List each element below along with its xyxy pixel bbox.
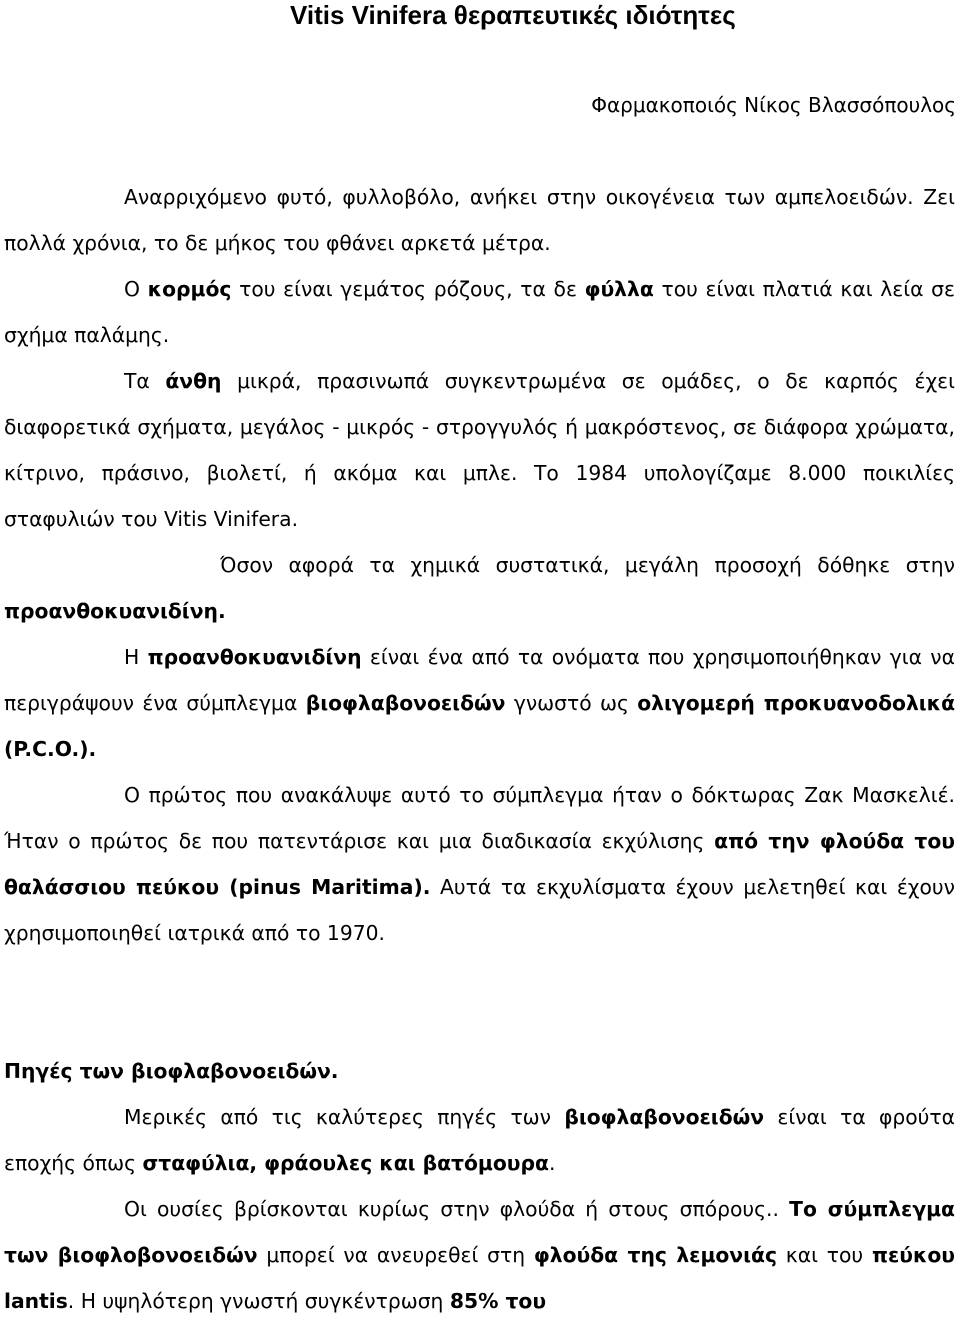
paragraph bbox=[4, 1094, 955, 1186]
text-run: είναι τα φρούτα εποχής όπως bbox=[4, 1105, 955, 1175]
bold-run: φύλλα bbox=[584, 277, 654, 301]
section-heading: Πηγές των βιοφλαβονοειδών. bbox=[4, 1059, 339, 1083]
text-run: . bbox=[548, 1151, 556, 1175]
text-run: μικρά, πρασινωπά συγκεντρωμένα σε ομάδες, ο δε καρπός έχει διαφορετικά σχήματα, μεγάλος - μικρός - στρογγυλός ή μακρόστενος, σε διάφορα χρώματα, κίτρινο, πράσινο, βιολετί, ή ακόμα και μπλε. Το 1984 υπολογίζαμε 8.000 ποικιλίες σταφυλιών του Vitis Vinifera. bbox=[4, 369, 955, 531]
bold-run: βιοφλαβονοειδών bbox=[305, 691, 506, 715]
paragraph bbox=[4, 542, 955, 634]
bold-run: κορμός bbox=[147, 277, 232, 301]
text-run: Όσον αφορά τα χημικά συστατικά, μεγάλη προσοχή δόθηκε στην bbox=[220, 553, 955, 577]
bold-run: 85% του bbox=[449, 1289, 547, 1313]
author-line: Φαρμακοποιός Νίκος Βλασσόπουλος bbox=[591, 93, 956, 117]
text-run: και του bbox=[776, 1243, 872, 1267]
paragraph bbox=[4, 634, 955, 772]
sources-section bbox=[4, 1048, 955, 1324]
paragraph bbox=[4, 772, 955, 956]
text-run: μπορεί να ανευρεθεί στη bbox=[257, 1243, 534, 1267]
bold-run: φλούδα της λεμονιάς bbox=[533, 1243, 777, 1267]
paragraph bbox=[4, 174, 955, 266]
text-run: Η bbox=[124, 645, 148, 669]
text-run: του είναι πλατιά και λεία σε σχήμα παλάμης. bbox=[4, 277, 955, 347]
bold-run: προανθοκυανιδίνη bbox=[147, 645, 362, 669]
text-run: Ο bbox=[124, 277, 148, 301]
bold-run: βιοφλαβονοειδών bbox=[564, 1105, 765, 1129]
text-run: Τα bbox=[124, 369, 166, 393]
paragraph bbox=[4, 266, 955, 358]
bold-run: από την φλούδα του θαλάσσιου πεύκου (pinus Maritima). bbox=[4, 829, 955, 899]
bold-run: σταφύλια, φράουλες και βατόμουρα bbox=[142, 1151, 549, 1175]
text-run: είναι ένα από τα ονόματα που χρησιμοποιήθηκαν για να περιγράψουν ένα σύμπλεγμα bbox=[4, 645, 956, 715]
bold-run: άνθη bbox=[165, 369, 222, 393]
document-body bbox=[4, 174, 955, 956]
text-run: Αυτά τα εκχυλίσματα έχουν μελετηθεί και έχουν χρησιμοποιηθεί ιατρικά από το 1970. bbox=[4, 875, 955, 945]
bold-run: ολιγομερή προκυανοδολικά (P.C.O.). bbox=[4, 691, 956, 761]
text-run: γνωστό ως bbox=[505, 691, 638, 715]
paragraph bbox=[4, 1186, 955, 1324]
text-run: του είναι γεμάτος ρόζους, τα δε bbox=[231, 277, 585, 301]
paragraph bbox=[4, 358, 955, 542]
text-run: Ο πρώτος που ανακάλυψε αυτό το σύμπλεγμα ήταν ο δόκτωρας Ζακ Μασκελιέ. Ήταν ο πρώτος δε που πατεντάρισε και μια διαδικασία εκχύλισης bbox=[4, 783, 955, 853]
bold-run: Το σύμπλεγμα των βιοφλοβονοειδών bbox=[4, 1197, 955, 1267]
text-run: Οι ουσίες βρίσκονται κυρίως στην φλούδα ή στους σπόρους.. bbox=[124, 1197, 790, 1221]
document-title: Vitis Vinifera θεραπευτικές ιδιότητες bbox=[290, 0, 736, 30]
bold-run: πεύκου lantis bbox=[4, 1243, 956, 1313]
text-run: . Η υψηλότερη γνωστή συγκέντρωση bbox=[67, 1289, 450, 1313]
text-run: Αναρριχόμενο φυτό, φυλλοβόλο, ανήκει στην οικογένεια των αμπελοειδών. Ζει πολλά χρόνια, το δε μήκος του φθάνει αρκετά μέτρα. bbox=[4, 185, 955, 255]
bold-run: προανθοκυανιδίνη. bbox=[4, 599, 226, 623]
text-run: Μερικές από τις καλύτερες πηγές των bbox=[124, 1105, 565, 1129]
